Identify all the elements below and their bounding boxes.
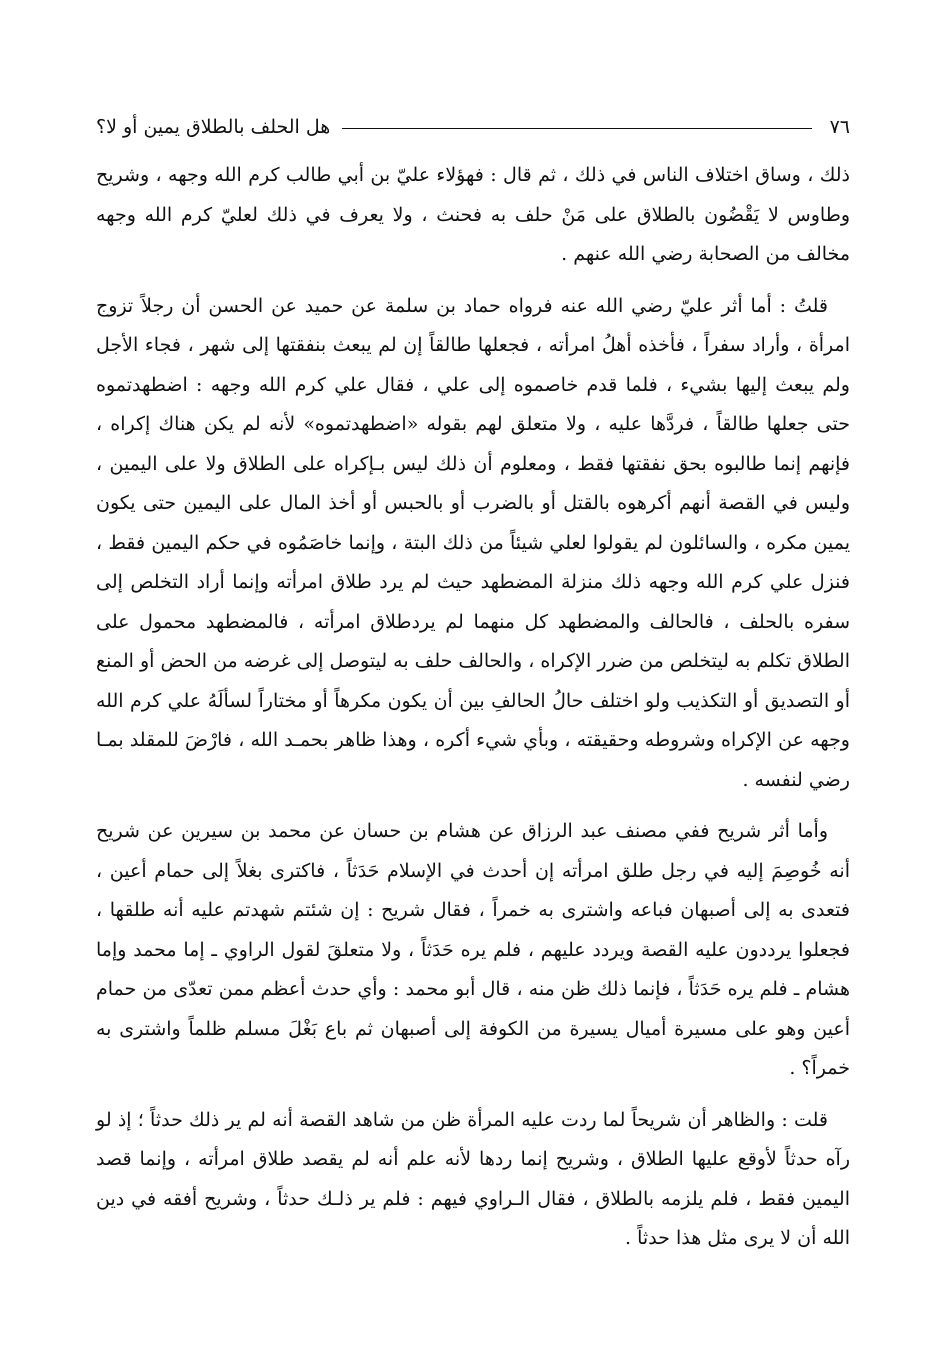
page-header <box>96 104 850 138</box>
header-rule <box>342 128 811 129</box>
body-text <box>96 156 850 1271</box>
paragraph-shurayh-athar: وأما أثر شريح ففي مصنف عبد الرزاق عن هشام بن حسان عن محمد بن سيرين عن شريح أنه خُوصِمَ إليه في رجل طلق امرأته إن أحدث في الإسلام حَدَثاً ، فاكترى بغلاً إلى حمام أعين ، فتعدى به إلى أصبهان فباعه واشترى به خمراً ، فقال شريح : إن شئتم شهدتم عليه أنه طلقها ، فجعلوا يرددون عليه القصة ويردد عليهم ، فلم يره حَدَثاً ، ولا متعلقَ لقول الراوي ـ إما محمد وإما هشام ـ فلم يره حَدَثاً ، فإنما ذلك ظن منه ، قال أبو محمد : وأي حدث أعظم ممن تعدّى من حمام أعين وهو على مسيرة أميال يسيرة من الكوفة إلى أصبهان ثم باع بَغْلَ مسلم ظلماً واشترى به خمراً؟ . <box>96 820 850 1079</box>
running-title: هل الحلف بالطلاق يمين أو لا؟ <box>96 116 331 138</box>
paragraph-continuation: ذلك ، وساق اختلاف الناس في ذلك ، ثم قال : فهؤلاء عليّ بن أبي طالب كرم الله وجهه ، وشريح وطاوس لا يَقْضُون بالطلاق على مَنْ حلف به فحنث ، ولا يعرف في ذلك لعليّ كرم الله وجهه مخالف من الصحابة رضي الله عنهم . <box>96 164 850 265</box>
page-number: ٧٦ <box>829 116 850 138</box>
paragraph-ali-athar: قلتُ : أما أثر عليّ رضي الله عنه فرواه حماد بن سلمة عن حميد عن الحسن أن رجلاً تزوج امرأة ، وأراد سفراً ، فأخذه أهلُ امرأته ، فجعلها طالقاً إن لم يبعث بنفقتها إلى شهر ، فجاء الأجل ولم يبعث إليها بشيء ، فلما قدم خاصموه إلى علي ، فقال علي كرم الله وجهه : اضطهدتموه حتى جعلها طالقاً ، فردَّها عليه ، ولا متعلق لهم بقوله «اضطهدتموه» لأنه لم يكن هناك إكراه ، فإنهم إنما طالبوه بحق نفقتها فقط ، ومعلوم أن ذلك ليس بـإكراه على الطلاق ولا على اليمين ، وليس في القصة أنهم أكرهوه بالقتل أو بالضرب أو بالحبس أو أخذ المال على اليمين حتى يكون يمين مكره ، والسائلون لم يقولوا لعلي شيئاً من ذلك البتة ، وإنما خاصَمُوه في حكم اليمين فقط ، فنزل علي كرم الله وجهه ذلك منزلة المضطهد حيث لم يرد طلاق امرأته وإنما أراد التخلص إلى سفره بالحلف ، فالحالف والمضطهد كل منهما لم يردطلاق امرأته ، فالمضطهد محمول على الطلاق تكلم به ليتخلص من ضرر الإكراه ، والحالف حلف به ليتوصل إلى غرضه من الحض أو المنع أو التصديق أو التكذيب ولو اختلف حالُ الحالفِ بين أن يكون مكرهاً أو مختاراً لسألَهُ علي كرم الله وجهه عن الإكراه وشروطه وحقيقته ، وبأي شيء أكره ، وهذا ظاهر بحمـد الله ، فارْضَ للمقلد بمـا رضي لنفسه . <box>96 294 850 791</box>
paragraph-conclusion: قلت : والظاهر أن شريحاً لما ردت عليه المرأة ظن من شاهد القصة أنه لم ير ذلك حدثاً ؛ إذ لو رآه حدثاً لأوقع عليها الطلاق ، وشريح إنما ردها لأنه علم أنه لم يقصد طلاق امرأته ، وإنما قصد اليمين فقط ، فلم يلزمه بالطلاق ، فقال الـراوي فيهم : فلم ير ذلـك حدثاً ، وشريح أفقه في دين الله أن لا يرى مثل هذا حدثاً . <box>96 1108 850 1249</box>
